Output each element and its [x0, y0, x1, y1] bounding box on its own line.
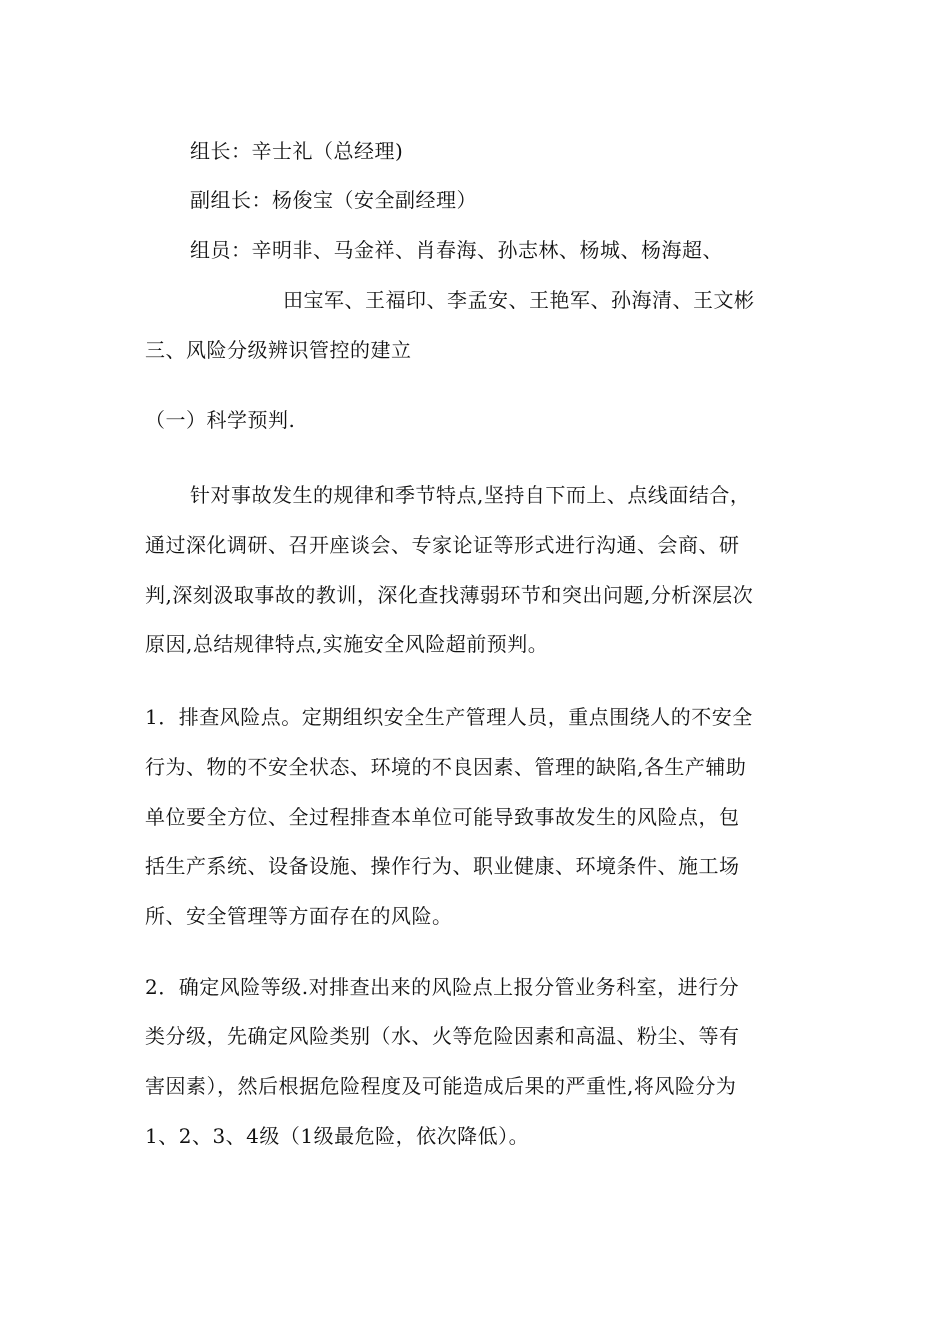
item-2-line: 2．确定风险等级.对排查出来的风险点上报分管业务科室，进行分 — [145, 975, 740, 999]
item-2-line: 害因素），然后根据危险程度及可能造成后果的严重性,将风险分为 — [145, 1074, 737, 1098]
intro-paragraph-line: 通过深化调研、召开座谈会、专家论证等形式进行沟通、会商、研 — [145, 533, 740, 557]
intro-paragraph-line: 判,深刻汲取事故的教训，深化查找薄弱环节和突出问题,分析深层次 — [145, 583, 754, 607]
item-2-line: 1、2、3、4级（1级最危险，依次降低）。 — [145, 1124, 530, 1148]
section-heading: 三、风险分级辨识管控的建立 — [145, 338, 412, 362]
item-1-line: 行为、物的不安全状态、环境的不良因素、管理的缺陷,各生产辅助 — [145, 755, 747, 779]
team-members-line-2: 田宝军、王福印、李孟安、王艳军、孙海清、王文彬 — [283, 288, 755, 312]
item-1-line: 括生产系统、设备设施、操作行为、职业健康、环境条件、施工场 — [145, 854, 740, 878]
intro-paragraph-line: 针对事故发生的规律和季节特点,坚持自下而上、点线面结合， — [190, 483, 751, 507]
item-2-line: 类分级，先确定风险类别（水、火等危险因素和高温、粉尘、等有 — [145, 1024, 740, 1048]
team-deputy-leader: 副组长：杨俊宝（安全副经理） — [190, 188, 477, 212]
intro-paragraph-line: 原因,总结规律特点,实施安全风险超前预判。 — [145, 632, 549, 656]
team-leader: 组长：辛士礼（总经理) — [190, 139, 404, 163]
team-members-line-1: 组员：辛明非、马金祥、肖春海、孙志林、杨城、杨海超、 — [190, 238, 723, 262]
item-1-line: 1．排查风险点。定期组织安全生产管理人员，重点围绕人的不安全 — [145, 705, 753, 729]
subsection-heading: （一）科学预判. — [145, 408, 296, 432]
item-1-line: 所、安全管理等方面存在的风险。 — [145, 904, 453, 928]
item-1-line: 单位要全方位、全过程排查本单位可能导致事故发生的风险点，包 — [145, 805, 740, 829]
